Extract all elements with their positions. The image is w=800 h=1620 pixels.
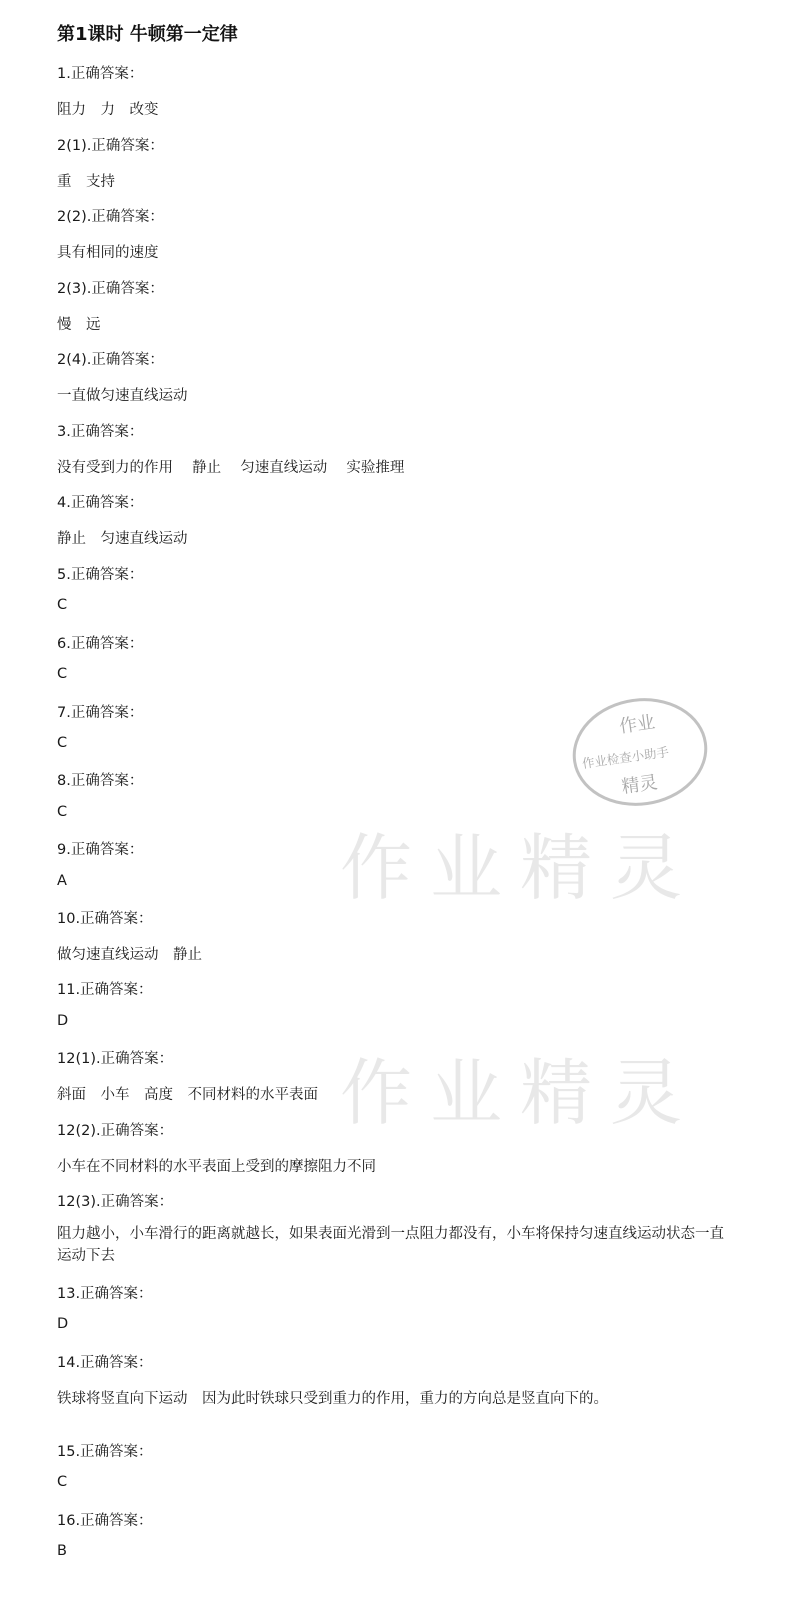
question-label-13: 13.正确答案： xyxy=(57,1286,153,1302)
question-label-8: 8.正确答案： xyxy=(57,773,144,789)
answer-12-2: 小车在不同材料的水平表面上受到的摩擦阻力不同 xyxy=(57,1159,376,1175)
question-label-15: 15.正确答案： xyxy=(57,1444,153,1460)
question-label-1: 1.正确答案： xyxy=(57,66,144,82)
question-label-14: 14.正确答案： xyxy=(57,1355,153,1371)
question-label-6: 6.正确答案： xyxy=(57,636,144,652)
answer-15: C xyxy=(57,1474,68,1490)
answer-2-2: 具有相同的速度 xyxy=(57,245,159,261)
answer-9: A xyxy=(57,873,67,889)
answer-12-3: 阻力越小，小车滑行的距离就越长，如果表面光滑到一点阻力都没有，小车将保持匀速直线运动状态一直运动下去 xyxy=(57,1226,724,1264)
question-label-12-2: 12(2).正确答案： xyxy=(57,1123,174,1139)
question-label-2-4: 2(4).正确答案： xyxy=(57,352,164,368)
answer-8: C xyxy=(57,804,68,820)
question-label-16: 16.正确答案： xyxy=(57,1513,153,1529)
answer-13: D xyxy=(57,1316,69,1332)
question-label-2-2: 2(2).正确答案： xyxy=(57,209,164,225)
question-label-2-3: 2(3).正确答案： xyxy=(57,281,164,297)
stamp-top-text: 作业 xyxy=(617,711,657,738)
question-label-9: 9.正确答案： xyxy=(57,842,144,858)
answer-3: 没有受到力的作用 静止 匀速直线运动 实验推理 xyxy=(57,460,405,476)
watermark-stamp xyxy=(565,690,715,815)
stamp-middle-text: 作业检查小助手 xyxy=(581,744,670,772)
question-label-4: 4.正确答案： xyxy=(57,495,144,511)
question-label-2-1: 2(1).正确答案： xyxy=(57,138,164,154)
answer-7: C xyxy=(57,735,68,751)
watermark-large-2: 作业精灵 xyxy=(340,1051,701,1135)
answer-6: C xyxy=(57,666,68,682)
answer-5: C xyxy=(57,597,68,613)
answer-11: D xyxy=(57,1013,69,1029)
stamp-bottom-text: 精灵 xyxy=(620,771,659,798)
question-label-5: 5.正确答案： xyxy=(57,567,144,583)
answer-14: 铁球将竖直向下运动 因为此时铁球只受到重力的作用，重力的方向总是竖直向下的。 xyxy=(57,1391,608,1407)
answer-2-3: 慢 远 xyxy=(57,317,101,333)
question-label-7: 7.正确答案： xyxy=(57,705,144,721)
answer-4: 静止 匀速直线运动 xyxy=(57,531,188,547)
answer-2-4: 一直做匀速直线运动 xyxy=(57,388,188,404)
question-label-11: 11.正确答案： xyxy=(57,982,153,998)
answer-1: 阻力 力 改变 xyxy=(57,102,159,118)
question-label-10: 10.正确答案： xyxy=(57,911,153,927)
answer-10: 做匀速直线运动 静止 xyxy=(57,947,202,963)
answer-2-1: 重 支持 xyxy=(57,174,115,190)
answer-16: B xyxy=(57,1543,67,1559)
page-title: 第1课时 牛顿第一定律 xyxy=(57,24,238,45)
watermark-large-1: 作业精灵 xyxy=(340,826,701,910)
question-label-3: 3.正确答案： xyxy=(57,424,144,440)
question-label-12-1: 12(1).正确答案： xyxy=(57,1051,174,1067)
question-label-12-3: 12(3).正确答案： xyxy=(57,1194,174,1210)
answer-12-1: 斜面 小车 高度 不同材料的水平表面 xyxy=(57,1087,318,1103)
